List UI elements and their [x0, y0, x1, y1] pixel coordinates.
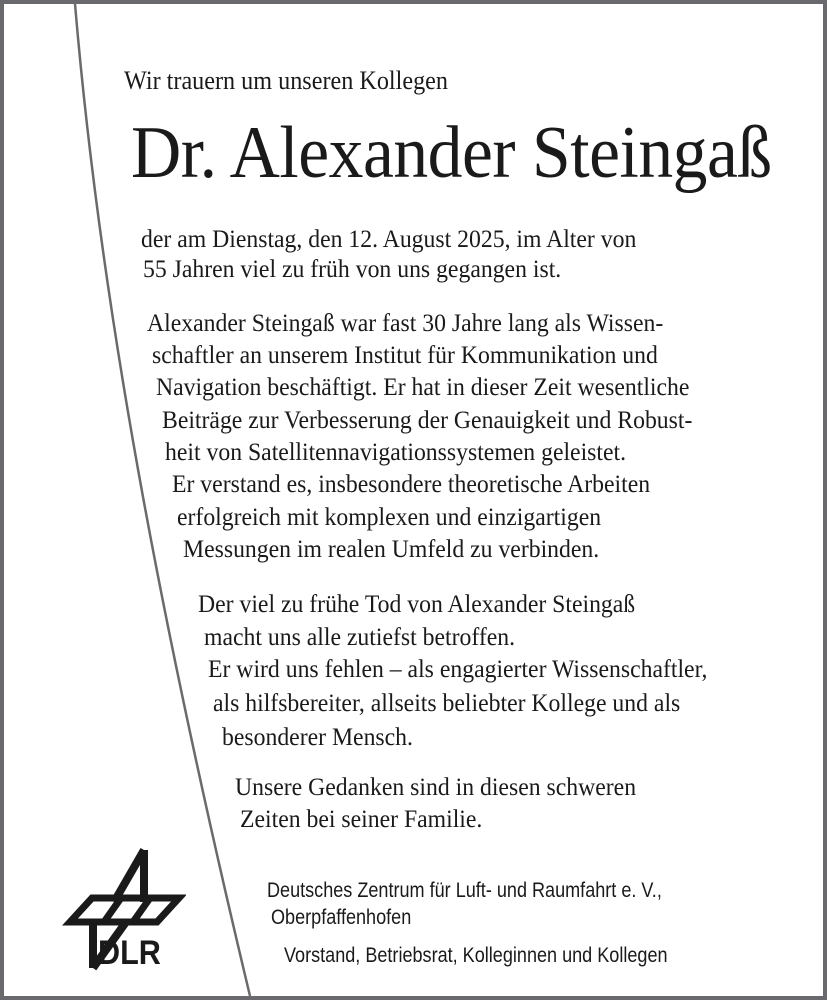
paragraph-2-line-5: heit von Satellitennavigationssystemen geleistet. [165, 437, 627, 466]
paragraph-4-line-2: Zeiten bei seiner Familie. [240, 804, 483, 833]
paragraph-3-line-3: Er wird uns fehlen – als engagierter Wissenschaftler, [208, 654, 708, 683]
paragraph-2-line-2: schaftler an unserem Institut für Kommunikation und [152, 340, 658, 369]
paragraph-2-line-3: Navigation beschäftigt. Er hat in dieser Zeit wesentliche [156, 372, 690, 401]
dlr-logo-text: DLR [98, 934, 161, 972]
paragraph-1-line-2: 55 Jahren viel zu früh von uns gegangen ist. [143, 254, 562, 283]
footer-location: Oberpfaffenhofen [271, 906, 412, 929]
footer-organization: Deutsches Zentrum für Luft- und Raumfahrt e. V., [267, 879, 662, 902]
paragraph-2-line-6: Er verstand es, insbesondere theoretische Arbeiten [172, 469, 651, 498]
paragraph-2-line-4: Beiträge zur Verbesserung der Genauigkeit und Robust- [162, 405, 693, 434]
footer-signatories: Vorstand, Betriebsrat, Kolleginnen und Kollegen [284, 944, 668, 967]
paragraph-2-line-1: Alexander Steingaß war fast 30 Jahre lang als Wissen- [147, 308, 664, 337]
paragraph-2-line-8: Messungen im realen Umfeld zu verbinden. [183, 534, 600, 563]
paragraph-3-line-2: macht uns alle zutiefst betroffen. [204, 622, 516, 651]
paragraph-4-line-1: Unsere Gedanken sind in diesen schweren [235, 772, 637, 801]
paragraph-2-line-7: erfolgreich mit komplexen und einzigartigen [177, 502, 602, 531]
paragraph-3-line-1: Der viel zu frühe Tod von Alexander Steingaß [198, 589, 636, 618]
intro-text: Wir trauern um unseren Kollegen [124, 66, 449, 95]
paragraph-1-line-1: der am Dienstag, den 12. August 2025, im Alter von [141, 224, 637, 253]
deceased-name-title: Dr. Alexander Steingaß [131, 112, 772, 194]
paragraph-3-line-4: als hilfsbereiter, allseits beliebter Kollege und als [213, 688, 681, 717]
paragraph-3-line-5: besonderer Mensch. [222, 722, 413, 751]
